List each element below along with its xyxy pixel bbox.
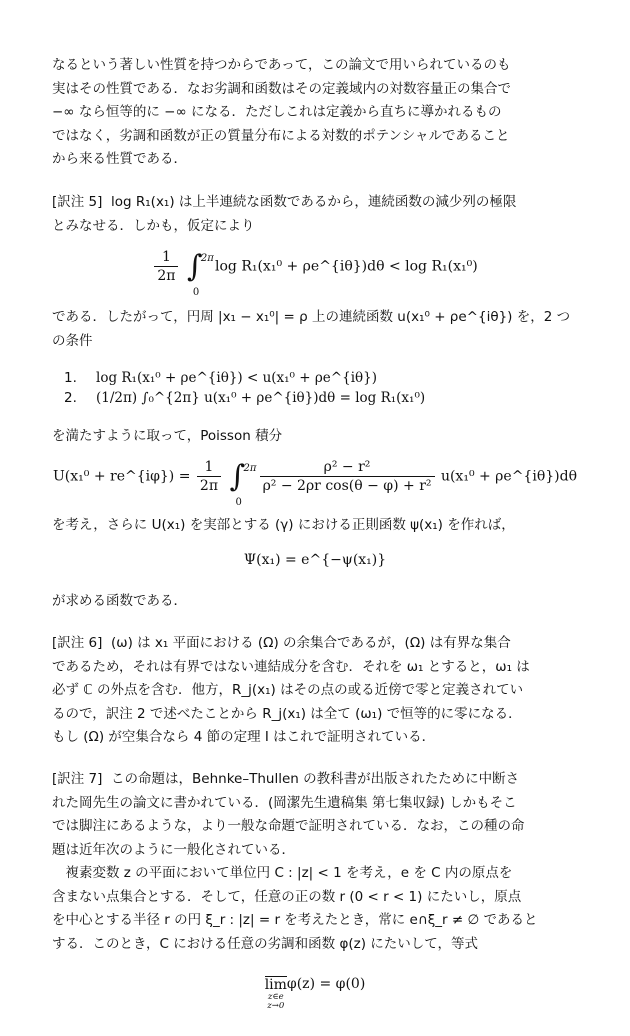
equation-psi: Ψ(x₁) = e^{−ψ(x₁)} <box>243 552 387 568</box>
text-line: −∞ なら恒等的に −∞ になる．ただしこれは定義から直ちに導かれるもの <box>52 104 502 120</box>
text-line: れた岡先生の論文に書かれている．(岡潔先生遺稿集 第七集収録) しかもそこ <box>52 794 517 811</box>
note-7-line-1: [訳注 7] この命題は，Behnke–Thullen の教科書が出版されたために中断さ <box>52 771 520 787</box>
fraction: $\frac{1}{2\pi}$ <box>154 248 178 285</box>
integral-sign: ∫ 2π 0 <box>186 248 214 298</box>
text-line: であるため，それは有界ではない連結成分を含む．それを ω₁ とすると，ω₁ は <box>52 658 530 675</box>
intro-paragraph <box>52 54 582 172</box>
text-line: を中心とする半径 r の円 ξ_r : |z| = r を考えたとき，常に e∩ξ_r ≠ ∅ であると <box>52 912 538 928</box>
note-5-label: [訳注 5] <box>52 194 103 210</box>
poisson-lhs: U(x₁⁰ + re^{iφ}) = <box>52 468 191 485</box>
text-line: ではなく，劣調和函数が正の質量分布による対数的ポテンシャルであること <box>52 127 510 144</box>
text-line: を満たすように取って，Poisson 積分 <box>52 428 283 444</box>
text-line: 複素変数 z の平面において単位円 C : |z| < 1 を考え，e を C 内の原点を <box>52 865 513 881</box>
equation-limit <box>0 976 630 1011</box>
text-line: 題は近年次のように一般化されている． <box>52 841 295 858</box>
text-line: する．このとき，C における任意の劣調和函数 φ(z) にたいして，等式 <box>52 935 479 952</box>
integrand: log R₁(x₁⁰ + ρe^{iθ})dθ < log R₁(x₁⁰) <box>215 258 478 275</box>
limit-body: φ(z) = φ(0) <box>286 976 366 992</box>
equation-1 <box>0 248 630 298</box>
text-line: なるという著しい性質を持つからであって，この論文で用いられているのも <box>52 57 511 73</box>
text-line: が求める函数である． <box>52 593 187 609</box>
fraction: $\frac{1}{2\pi}$ <box>197 458 221 495</box>
text-line: を考え，さらに U(x₁) を実部とする (γ) における正則函数 ψ(x₁) を作れば， <box>52 517 515 533</box>
note-7-label: [訳注 7] <box>52 771 103 787</box>
poisson-tail: u(x₁⁰ + ρe^{iθ})dθ <box>440 468 578 485</box>
condition-item: 2. (1/2π) ∫₀^{2π} u(x₁⁰ + ρe^{iθ})dθ = log R₁(x₁⁰) <box>64 390 426 406</box>
poisson-intro <box>52 425 582 449</box>
text-line: 実はその性質である．なお劣調和函数はその定義域内の対数容量正の集合で <box>52 80 511 97</box>
poisson-kernel: $\frac{\text{ρ² − r²}}{\text{ρ² − 2ρr cos(θ − φ) + r²}}$ <box>260 458 435 495</box>
note-5-text: log R₁(x₁) は上半連続な函数であるから，連続函数の減少列の極限 <box>111 194 517 210</box>
condition-item: 1. log R₁(x₁⁰ + ρe^{iθ}) < u(x₁⁰ + ρe^{iθ}) <box>64 370 377 386</box>
text-line: から来る性質である． <box>52 151 187 167</box>
note-5-conclusion <box>52 590 582 614</box>
note-6-label: [訳注 6] <box>52 635 103 651</box>
note-6 <box>52 632 582 750</box>
text-line: の条件 <box>52 332 93 349</box>
text-line: 必ず ℂ の外点を含む．他方，R_j(x₁) はその点の或る近傍で零と定義されてい <box>52 682 524 698</box>
note-5-line-1 <box>52 191 582 215</box>
note-7 <box>52 768 582 956</box>
text-line: とみなせる．しかも，仮定により <box>52 217 255 234</box>
integral-sign: ∫ 2π 0 <box>229 458 257 508</box>
text-line: 含まない点集合とする．そして，任意の正の数 r (0 < r < 1) にたいし，原点 <box>52 888 522 905</box>
text-line: である．したがって，円周 |x₁ − x₁⁰| = ρ 上の連続函数 u(x₁⁰ + ρe^{iθ}) を，2 つ <box>52 309 571 325</box>
note-5-consider <box>52 514 582 538</box>
limsup-operator: lim z∈e z→0 <box>264 977 287 1011</box>
text-line: もし (Ω) が空集合なら 4 節の定理 I はこれで証明されている． <box>52 729 436 745</box>
conditions-list <box>64 368 425 408</box>
equation-poisson <box>0 458 630 508</box>
note-6-line-1: [訳注 6] (ω) は x₁ 平面における (Ω) の余集合であるが，(Ω) は有界な集合 <box>52 635 511 651</box>
note-5 <box>52 191 582 238</box>
text-line: では脚注にあるような，より一般な命題で証明されている．なお，この種の命 <box>52 818 525 834</box>
note-5-continued <box>52 306 582 353</box>
text-line: るので，訳注 2 で述べたことから R_j(x₁) は全て (ω₁) で恒等的に零になる． <box>52 705 522 722</box>
